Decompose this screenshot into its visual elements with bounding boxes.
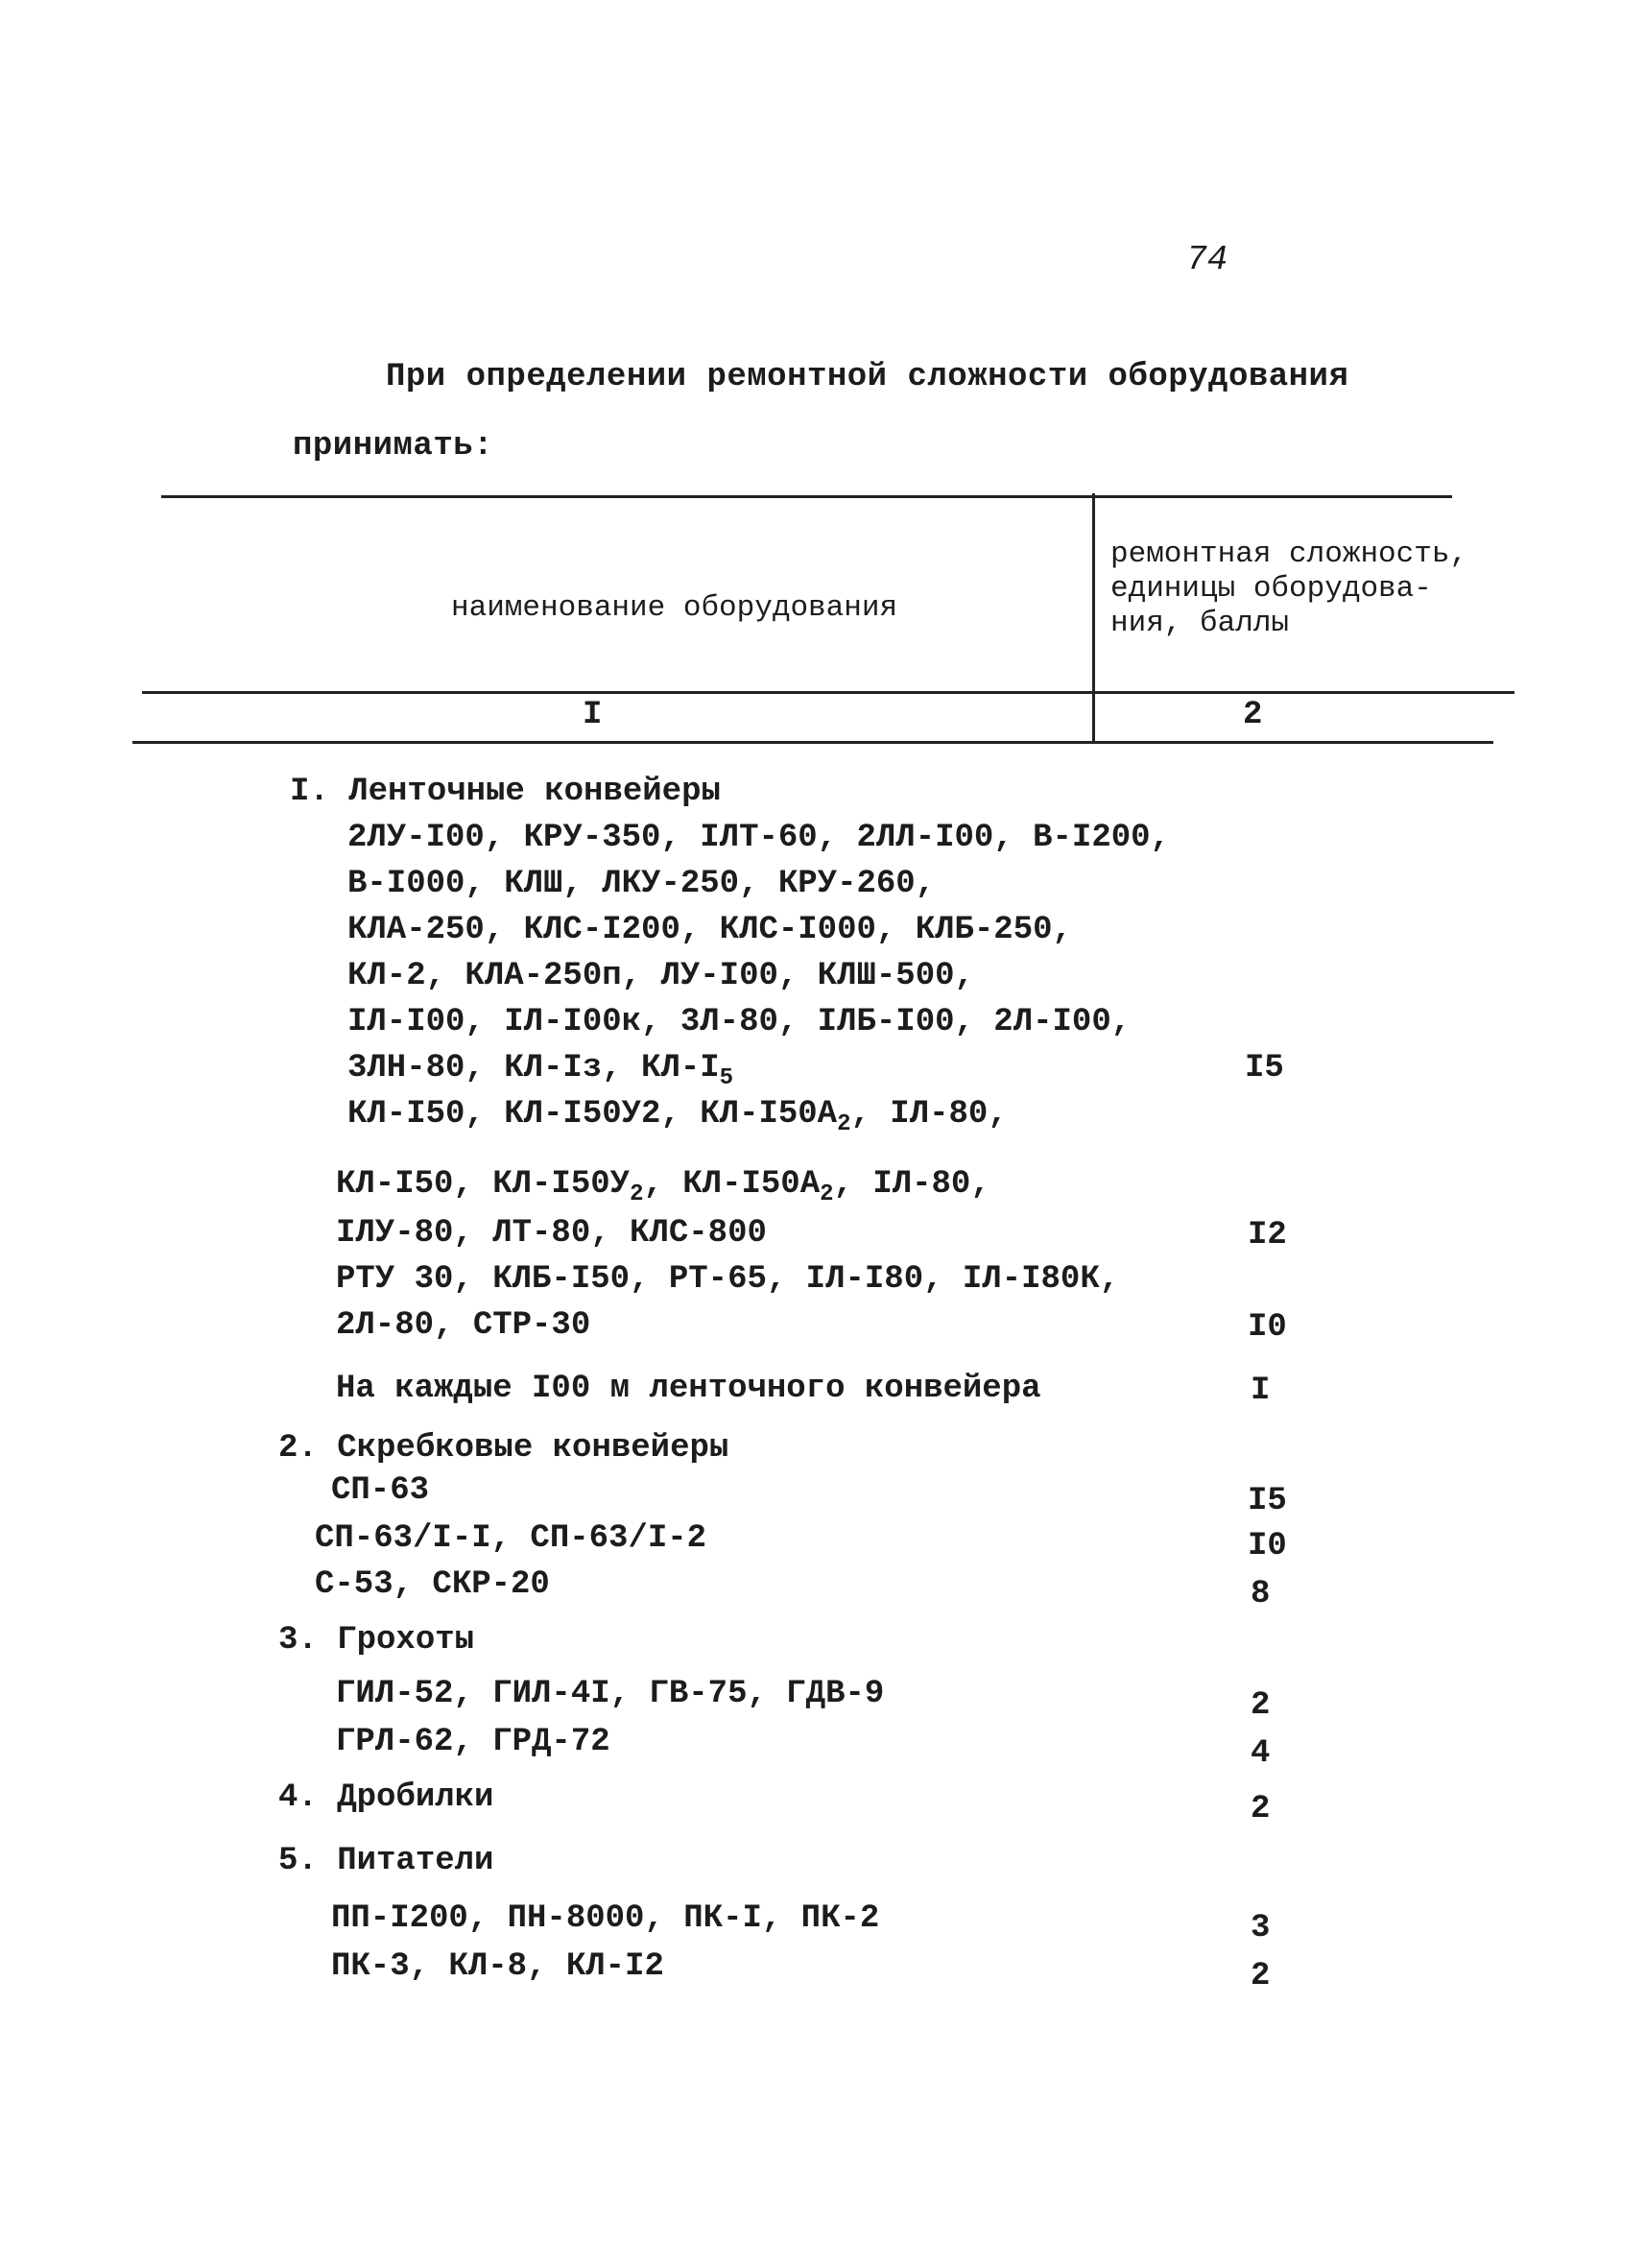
column-header-line-2: единицы оборудова- bbox=[1110, 572, 1432, 606]
row-text: 3ЛН-80, КЛ-Iз, КЛ-I bbox=[347, 1050, 720, 1086]
equipment-row: На каждые I00 м ленточного конвейера bbox=[336, 1371, 1041, 1407]
section-heading: 3. Грохоты bbox=[278, 1622, 475, 1659]
equipment-row bbox=[347, 1050, 734, 1091]
equipment-row: В-I000, КЛШ, ЛКУ-250, КРУ-260, bbox=[347, 866, 936, 902]
column-header-line-3: ния, баллы bbox=[1110, 607, 1290, 640]
row-text-tail: , IЛ-80, bbox=[850, 1096, 1008, 1133]
equipment-row: ПК-3, КЛ-8, КЛ-I2 bbox=[331, 1948, 664, 1985]
complexity-value: I0 bbox=[1248, 1309, 1287, 1346]
complexity-value: I2 bbox=[1248, 1217, 1287, 1253]
row-text: КЛ-I50, КЛ-I50У2, КЛ-I50А bbox=[347, 1096, 838, 1133]
complexity-value: 2 bbox=[1251, 1958, 1271, 1994]
equipment-row: IЛУ-80, ЛТ-80, КЛС-800 bbox=[336, 1215, 767, 1252]
equipment-row: СП-63 bbox=[331, 1472, 430, 1509]
table-top-rule bbox=[161, 495, 1452, 498]
row-subscript: 2 bbox=[837, 1111, 851, 1137]
row-text-tail-2: , IЛ-80, bbox=[833, 1166, 990, 1203]
equipment-row: СП-63/I-I, СП-63/I-2 bbox=[315, 1520, 707, 1557]
equipment-row: 2ЛУ-I00, КРУ-350, IЛТ-60, 2ЛЛ-I00, В-I200, bbox=[347, 820, 1170, 856]
column-divider bbox=[1092, 493, 1095, 743]
equipment-row: ГИЛ-52, ГИЛ-4I, ГВ-75, ГДВ-9 bbox=[336, 1676, 885, 1712]
column-header-name: наименование оборудования bbox=[451, 591, 898, 625]
column-number-2: 2 bbox=[1243, 697, 1263, 733]
equipment-row bbox=[347, 1096, 1008, 1137]
equipment-row: С-53, СКР-20 bbox=[315, 1566, 550, 1603]
complexity-value: I0 bbox=[1248, 1528, 1287, 1564]
complexity-value: 4 bbox=[1251, 1735, 1271, 1772]
equipment-row: IЛ-I00, IЛ-I00к, 3Л-80, IЛБ-I00, 2Л-I00, bbox=[347, 1004, 1132, 1040]
equipment-row: 2Л-80, СТР-30 bbox=[336, 1307, 591, 1344]
equipment-row: КЛА-250, КЛС-I200, КЛС-I000, КЛБ-250, bbox=[347, 912, 1072, 948]
equipment-row bbox=[336, 1166, 990, 1207]
row-subscript-2: 2 bbox=[820, 1182, 834, 1207]
complexity-value: 2 bbox=[1251, 1791, 1271, 1827]
complexity-value: 2 bbox=[1251, 1687, 1271, 1724]
equipment-row: РТУ 30, КЛБ-I50, РТ-65, IЛ-I80, IЛ-I80К, bbox=[336, 1261, 1120, 1298]
equipment-row: КЛ-2, КЛА-250п, ЛУ-I00, КЛШ-500, bbox=[347, 958, 974, 994]
section-heading: I. Ленточные конвейеры bbox=[290, 774, 721, 810]
row-subscript: 2 bbox=[630, 1182, 644, 1207]
complexity-value: I5 bbox=[1248, 1483, 1287, 1519]
equipment-row: ГРЛ-62, ГРД-72 bbox=[336, 1724, 610, 1760]
complexity-value: I bbox=[1251, 1373, 1271, 1409]
row-text-tail: , КЛ-I50А bbox=[643, 1166, 821, 1203]
section-heading: 5. Питатели bbox=[278, 1843, 494, 1879]
column-header-line-1: ремонтная сложность, bbox=[1110, 537, 1468, 571]
complexity-value: I5 bbox=[1245, 1050, 1284, 1086]
section-heading: 4. Дробилки bbox=[278, 1779, 494, 1816]
equipment-row: ПП-I200, ПН-8000, ПК-I, ПК-2 bbox=[331, 1900, 880, 1937]
complexity-value: 8 bbox=[1251, 1576, 1271, 1612]
header-bottom-rule bbox=[142, 691, 1514, 694]
row-text: КЛ-I50, КЛ-I50У bbox=[336, 1166, 631, 1203]
complexity-value: 3 bbox=[1251, 1910, 1271, 1946]
intro-line-1: При определении ремонтной сложности оборудования bbox=[386, 359, 1349, 395]
section-heading: 2. Скребковые конвейеры bbox=[278, 1430, 729, 1467]
column-header-repair-complexity bbox=[1110, 537, 1467, 641]
column-number-rule bbox=[132, 741, 1493, 744]
row-subscript: 5 bbox=[719, 1065, 734, 1091]
column-number-1: I bbox=[583, 697, 603, 733]
page-number: 74 bbox=[1186, 240, 1228, 279]
intro-line-2: принимать: bbox=[293, 428, 494, 465]
